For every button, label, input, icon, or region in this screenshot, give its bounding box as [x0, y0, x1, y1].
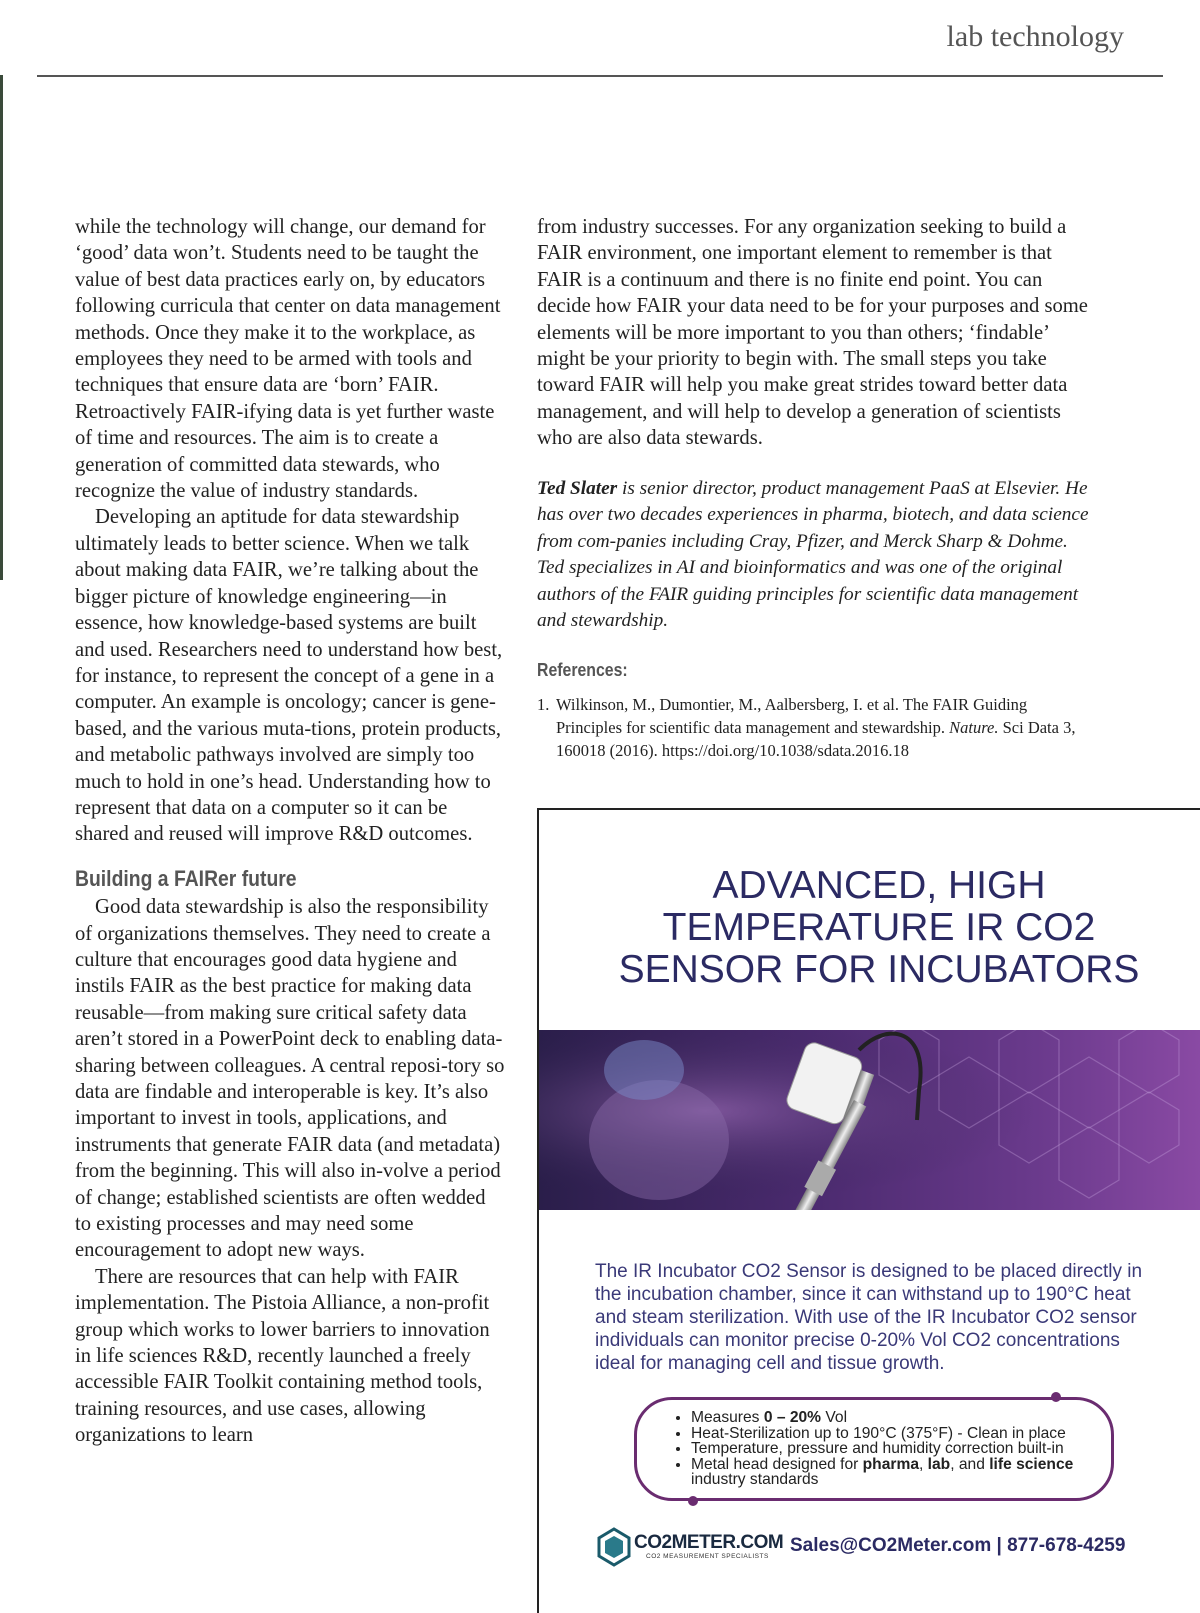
ad-contact-info[interactable]: Sales@CO2Meter.com | 877-678-4259	[790, 1535, 1126, 1556]
feature-item: • Metal head designed for pharma, lab, and life science industry standards	[691, 1457, 1101, 1488]
ad-body-text: The IR Incubator CO2 Sensor is designed to be placed directly in the incubation chamber, since it can withstand up to 190°C heat and steam sterilization. With use of the IR Incubator CO2 sensor individuals can monitor precise 0-20% Vol CO2 concentrations ideal for managing cell and tissue growth.	[595, 1261, 1143, 1374]
reference-item	[537, 693, 1092, 762]
body-paragraph: There are resources that can help with FAIR implementation. The Pistoia Alliance, a non-profit group which works to lower barriers to innovation in life sciences R&D, recently launched a freely accessible FAIR Toolkit containing method tools, training resources, and use cases, allowing organizations to learn	[75, 1265, 490, 1447]
feature-item: • Measures 0 – 20% Vol	[691, 1410, 1101, 1426]
ad-hero-image	[539, 1030, 1200, 1210]
author-name: Ted Slater	[537, 477, 618, 499]
top-rule	[37, 75, 1163, 77]
body-paragraph: Developing an aptitude for data stewardship ultimately leads to better science. When we talk about making data FAIR, we’re talking about the bigger picture of knowledge engineering—in essence, how knowledge-based systems are built and used. Researchers need to understand how best, for instance, to represent the concept of a gene in a computer. An example is oncology; cancer is gene-based, and the various muta-tions, protein products, and metabolic pathways involved are simply too much to hold in one’s head. Understanding how to represent that data on a computer so it can be shared and reused will improve R&D outcomes.	[75, 506, 503, 846]
author-bio-text: is senior director, product management PaaS at Elsevier. He has over two decades experiences in pharma, biotech, and data science from com-panies including Cray, Pfizer, and Merck Sharp & Dohme. Ted specializes in AI and bioinformatics and was one of the original authors of the FAIR guiding principles for scientific data management and stewardship.	[537, 477, 1089, 632]
left-column	[75, 214, 505, 1449]
frame-dot-icon	[1051, 1392, 1061, 1402]
frame-dot-icon	[688, 1496, 698, 1506]
ad-headline: ADVANCED, HIGH TEMPERATURE IR CO2 SENSOR FOR INCUBATORS	[618, 864, 1140, 991]
reference-journal: Nature.	[949, 718, 999, 738]
section-subhead: Building a FAIRer future	[75, 865, 297, 891]
brand-tagline: CO2 MEASUREMENT SPECIALISTS	[646, 1553, 769, 1560]
references-heading: References:	[537, 659, 628, 680]
feature-item: • Heat-Sterilization up to 190°C (375°F) - Clean in place	[691, 1426, 1101, 1442]
body-paragraph: Good data stewardship is also the responsibility of organizations themselves. They need to create a culture that encourages good data hygiene and instils FAIR as the best practice for making data reusable—from making sure critical safety data aren’t stored in a PowerPoint deck to enabling data-sharing between colleagues. A central reposi-tory so data are findable and interoperable is key. It’s also important to invest in tools, applications, and instruments that generate FAIR data (and metadata) from the beginning. This will also in-volve a period of change; established scientists are often wedded to existing processes and may need some encouragement to adopt new ways.	[75, 896, 505, 1262]
reference-text: Wilkinson, M., Dumontier, M., Aalbersberg, I. et al. The FAIR Guiding Principles for scientific data management and stewardship. Nature. Sci Data 3, 160018 (2016). https://doi.org/10.1038/sdata.2016.18	[556, 695, 1076, 761]
ad-feature-list	[634, 1397, 1114, 1501]
sensor-product-image	[539, 1030, 1200, 1210]
right-column	[537, 214, 1092, 762]
feature-item: • Temperature, pressure and humidity correction built-in	[691, 1441, 1101, 1457]
author-bio	[537, 476, 1092, 635]
brand-logo-text: CO2METER.COM	[634, 1532, 784, 1553]
left-edge-bar	[0, 75, 3, 580]
advertisement[interactable]	[537, 808, 1200, 1613]
body-paragraph: from industry successes. For any organization seeking to build a FAIR environment, one important element to remember is that FAIR is a continuum and there is no finite end point. You can decide how FAIR your data need to be for your purposes and some elements will be more important to you than others; ‘findable’ might be your priority to begin with. The small steps you take toward FAIR will help you make great strides toward better data management, and will help to develop a generation of scientists who are also data stewards.	[537, 216, 1088, 450]
co2meter-logo-icon	[596, 1527, 632, 1567]
reference-number: 1.	[537, 695, 550, 715]
ad-footer	[596, 1527, 1156, 1569]
section-label: lab technology	[946, 20, 1124, 53]
body-paragraph: while the technology will change, our demand for ‘good’ data won’t. Students need to be taught the value of best data practices early on, by educators following curricula that center on data management methods. Once they make it to the workplace, as employees they need to be armed with tools and techniques that ensure data are ‘born’ FAIR. Retroactively FAIR-ifying data is yet further waste of time and resources. The aim is to create a generation of committed data stewards, who recognize the value of industry standards.	[75, 216, 501, 503]
